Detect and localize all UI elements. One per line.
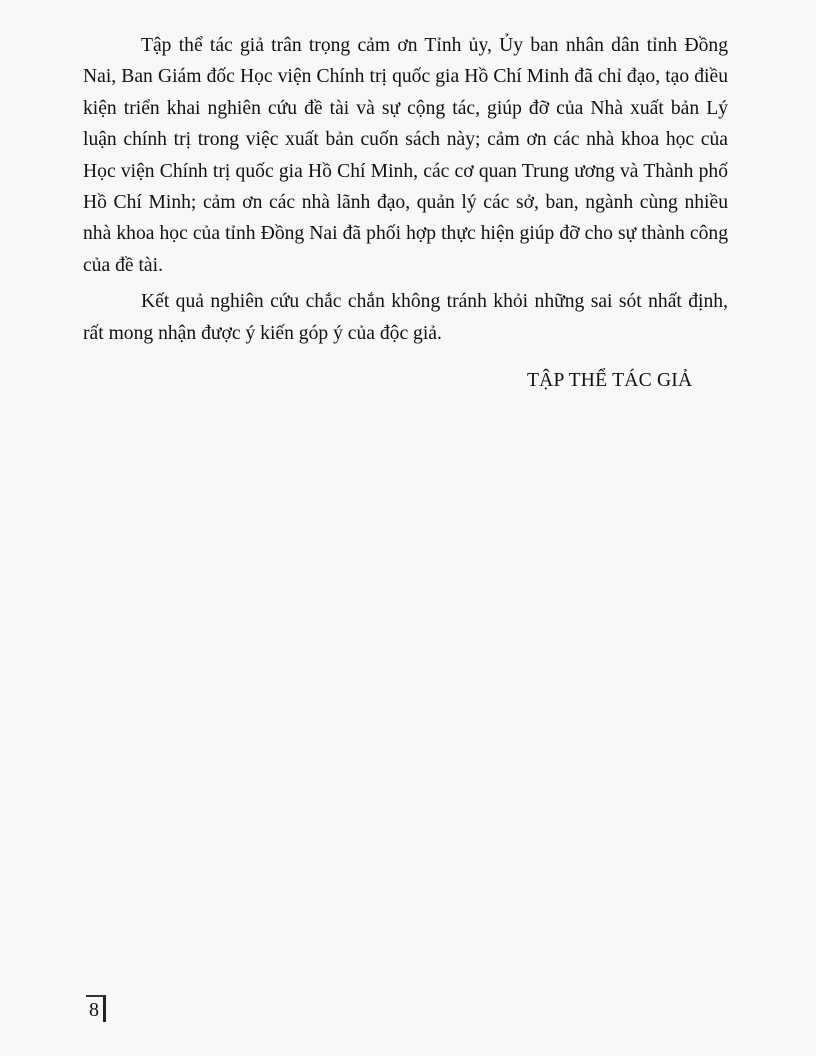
closing-paragraph: Kết quả nghiên cứu chắc chắn không tránh khỏi những sai sót nhất định, rất mong nhận được ý kiến góp ý của độc giả. (83, 291, 728, 344)
body-text (83, 30, 728, 349)
page-number: 8 (86, 995, 106, 1022)
author-signature: TẬP THỂ TÁC GIẢ (527, 370, 693, 391)
acknowledgement-paragraph: Tập thể tác giả trân trọng cảm ơn Tỉnh ủy, Ủy ban nhân dân tỉnh Đồng Nai, Ban Giám đốc Học viện Chính trị quốc gia Hồ Chí Minh đã chỉ đạo, tạo điều kiện triển khai nghiên cứu đề tài và sự cộng tác, giúp đỡ của Nhà xuất bản Lý luận chính trị trong việc xuất bản cuốn sách này; cảm ơn các nhà khoa học của Học viện Chính trị quốc gia Hồ Chí Minh, các cơ quan Trung ương và Thành phố Hồ Chí Minh; cảm ơn các nhà lãnh đạo, quản lý các sở, ban, ngành cùng nhiều nhà khoa học của tỉnh Đồng Nai đã phối hợp thực hiện giúp đỡ cho sự thành công của đề tài. (83, 35, 728, 276)
